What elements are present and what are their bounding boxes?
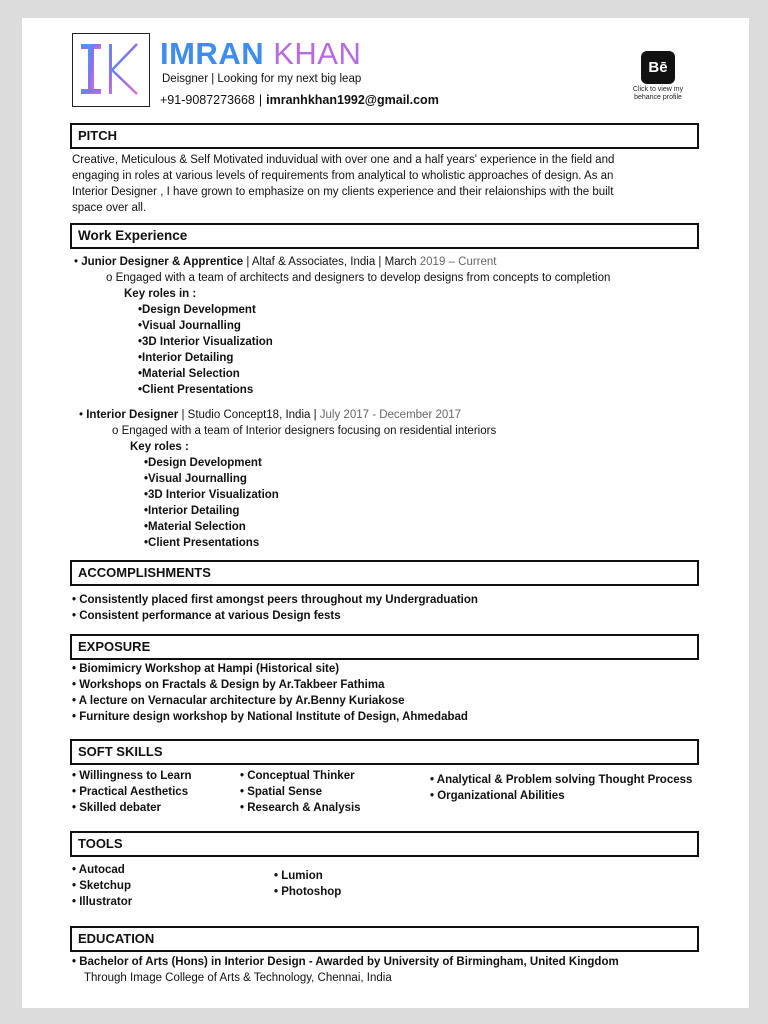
accomplishments-list <box>72 592 478 624</box>
role-item: •3D Interior Visualization <box>144 489 279 501</box>
tools-column-1 <box>72 862 132 910</box>
monogram-logo-icon <box>73 34 148 105</box>
job-2-description: o Engaged with a team of Interior designers focusing on residential interiors <box>112 425 497 437</box>
role-item: •Visual Journalling <box>138 320 241 332</box>
role-item: •3D Interior Visualization <box>138 336 273 348</box>
role-item: •Client Presentations <box>144 537 260 549</box>
list-item: • Lumion <box>274 870 323 882</box>
list-item: • Spatial Sense <box>240 786 323 798</box>
list-item: • A lecture on Vernacular architecture by Ar.Benny Kuriakose <box>72 695 405 707</box>
job-2-company: | Studio Concept18, India | <box>178 409 320 421</box>
contact-separator: | <box>258 93 263 107</box>
section-header-accomplishments: ACCOMPLISHMENTS <box>70 560 699 586</box>
pitch-line: space over all. <box>72 202 147 214</box>
behance-caption-line-1: Click to view my <box>632 86 684 93</box>
soft-skills-column-3 <box>430 772 692 804</box>
role-item: •Material Selection <box>138 368 240 380</box>
list-item: • Photoshop <box>274 886 342 898</box>
job-1-description: o Engaged with a team of architects and designers to develop designs from concepts to completion <box>106 272 611 284</box>
behance-icon[interactable]: Bē <box>641 51 675 84</box>
pitch-line: Interior Designer , I have grown to emphasize on my clients experience and their relaionships with the built <box>72 186 614 198</box>
soft-skills-column-2 <box>240 768 361 816</box>
bullet-icon: • <box>79 409 87 421</box>
bullet-icon: • <box>74 256 82 268</box>
role-item: •Design Development <box>144 457 262 469</box>
role-item: •Material Selection <box>144 521 246 533</box>
candidate-name <box>160 36 361 72</box>
soft-skills-column-1 <box>72 768 192 816</box>
role-item: •Design Development <box>138 304 256 316</box>
list-item: • Furniture design workshop by National Institute of Design, Ahmedabad <box>72 711 468 723</box>
section-header-tools: TOOLS <box>70 831 699 857</box>
first-name: IMRAN <box>160 36 265 71</box>
resume-page <box>22 18 749 1008</box>
job-2-role: Interior Designer <box>86 409 179 421</box>
list-item: • Sketchup <box>72 880 131 892</box>
section-header-work-experience: Work Experience <box>70 223 699 249</box>
list-item: • Willingness to Learn <box>72 770 192 782</box>
section-header-exposure: EXPOSURE <box>70 634 699 660</box>
role-item: •Visual Journalling <box>144 473 247 485</box>
phone-number: +91-9087273668 <box>160 93 255 107</box>
role-item: •Interior Detailing <box>144 505 240 517</box>
job-1-role: Junior Designer & Apprentice <box>81 256 244 268</box>
exposure-list <box>72 661 468 725</box>
list-item: • Conceptual Thinker <box>240 770 355 782</box>
list-item: • Consistently placed first amongst peers throughout my Undergraduation <box>72 594 478 606</box>
pitch-line: engaging in roles at various levels of requirements from analytical to wholistic approaches of design. As an <box>72 170 614 182</box>
job-1-roles-list <box>138 302 273 398</box>
role-item: •Client Presentations <box>138 384 254 396</box>
list-item: • Workshops on Fractals & Design by Ar.Takbeer Fathima <box>72 679 385 691</box>
job-2-roles-list <box>144 455 279 551</box>
tagline: Deisgner | Looking for my next big leap <box>162 73 362 85</box>
job-2-header <box>79 407 461 423</box>
list-item: • Consistent performance at various Design fests <box>72 610 341 622</box>
education-institution: Through Image College of Arts & Technology, Chennai, India <box>84 972 392 984</box>
job-1-date: 2019 – Current <box>419 256 497 268</box>
list-item: • Research & Analysis <box>240 802 361 814</box>
section-header-pitch: PITCH <box>70 123 699 149</box>
email-link[interactable]: imranhkhan1992@gmail.com <box>266 93 439 107</box>
job-1-roles-label: Key roles in : <box>124 288 197 300</box>
list-item: • Biomimicry Workshop at Hampi (Historical site) <box>72 663 340 675</box>
section-header-education: EDUCATION <box>70 926 699 952</box>
contact-line <box>160 93 439 107</box>
job-1-company: | Altaf & Associates, India | March <box>243 256 420 268</box>
list-item: • Practical Aesthetics <box>72 786 189 798</box>
pitch-text <box>72 152 702 216</box>
list-item: • Illustrator <box>72 896 133 908</box>
job-2-date: July 2017 - December 2017 <box>319 409 462 421</box>
section-header-soft-skills: SOFT SKILLS <box>70 739 699 765</box>
job-1-header <box>74 254 496 270</box>
behance-caption-line-2: behance profile <box>634 94 682 101</box>
list-item: • Skilled debater <box>72 802 162 814</box>
last-name: KHAN <box>273 36 362 71</box>
role-item: •Interior Detailing <box>138 352 234 364</box>
list-item: • Organizational Abilities <box>430 790 565 802</box>
tools-column-2 <box>274 868 341 900</box>
job-2-roles-label: Key roles : <box>130 441 189 453</box>
behance-caption[interactable] <box>618 86 698 102</box>
education-degree: • Bachelor of Arts (Hons) in Interior Design - Awarded by University of Birmingham, United Kingdom <box>72 956 619 968</box>
pitch-line: Creative, Meticulous & Self Motivated induvidual with over one and a half years' experience in the field and <box>72 154 615 166</box>
monogram-logo <box>72 33 150 107</box>
list-item: • Autocad <box>72 864 125 876</box>
list-item: • Analytical & Problem solving Thought Process <box>430 774 693 786</box>
